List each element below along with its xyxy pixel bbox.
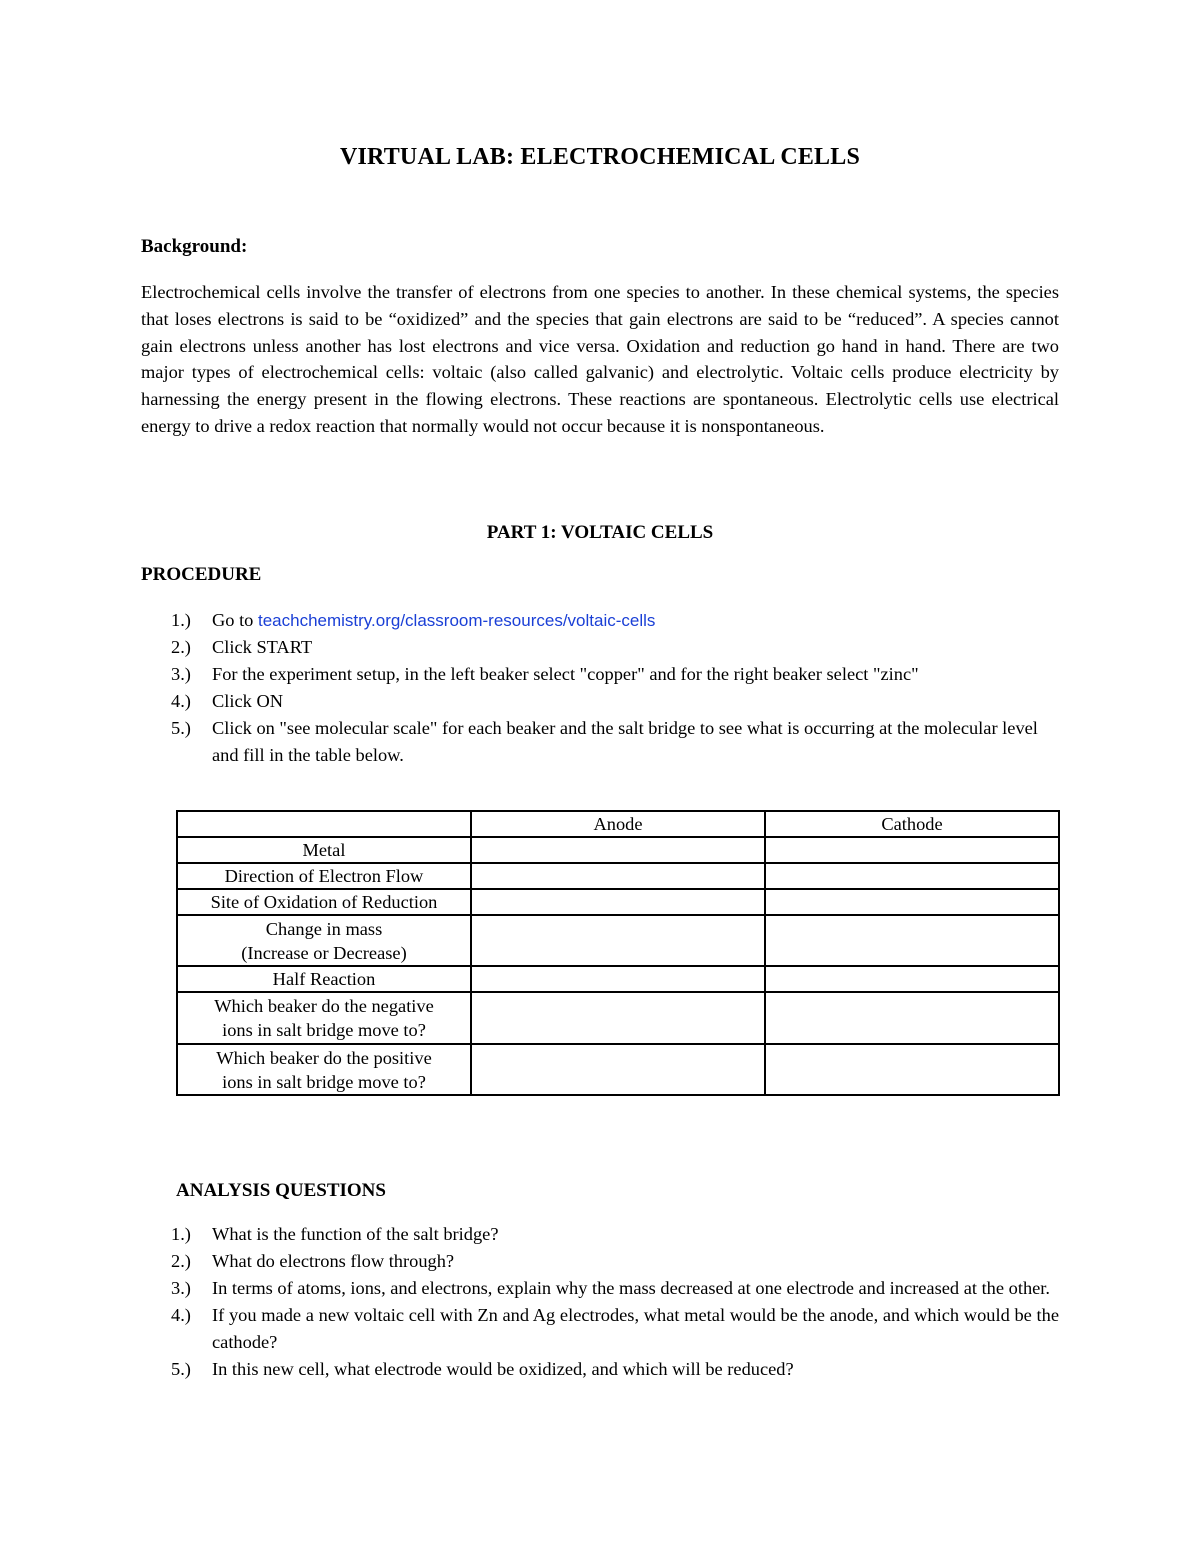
table-header-cell: [177, 811, 471, 837]
background-paragraph: Electrochemical cells involve the transfer of electrons from one species to another. In these chemical systems, the species that loses electrons is said to be “oxidized” and the species that gain electrons are said to be “reduced”. A species cannot gain electrons unless another has lost electrons and vice versa. Oxidation and reduction go hand in hand. There are two major types of electrochemical cells: voltaic (also called galvanic) and electrolytic. Voltaic cells produce electricity by harnessing the energy present in the flowing electrons. These reactions are spontaneous. Electrolytic cells use electrical energy to drive a redox reaction that normally would not occur because it is nonspontaneous.: [141, 282, 1059, 436]
background-heading: Background:: [141, 236, 248, 257]
analysis-question: [141, 1302, 1059, 1356]
question-text: In this new cell, what electrode would be oxidized, and which will be reduced?: [212, 1359, 794, 1379]
table-row: [177, 992, 1059, 1044]
row-label: [177, 915, 471, 966]
anode-cell[interactable]: [471, 863, 765, 889]
procedure-step: [141, 607, 1059, 634]
row-label: Metal: [177, 837, 471, 863]
step-number: 4.): [171, 691, 191, 711]
question-number: 2.): [171, 1251, 191, 1271]
procedure-list: [141, 607, 1059, 769]
analysis-question: [141, 1275, 1059, 1302]
procedure-step: [141, 634, 1059, 661]
anode-cell[interactable]: [471, 992, 765, 1044]
table-row: [177, 837, 1059, 863]
table-header-cathode: Cathode: [765, 811, 1059, 837]
step-text: Click START: [212, 637, 313, 657]
part1-heading: PART 1: VOLTAIC CELLS: [486, 522, 714, 543]
step-text: Go to: [212, 610, 258, 630]
question-number: 5.): [171, 1359, 191, 1379]
cathode-cell[interactable]: [765, 837, 1059, 863]
procedure-step: [141, 715, 1059, 769]
question-text: What is the function of the salt bridge?: [212, 1224, 499, 1244]
question-number: 1.): [171, 1224, 191, 1244]
analysis-heading: ANALYSIS QUESTIONS: [176, 1180, 386, 1201]
procedure-heading: PROCEDURE: [141, 564, 262, 585]
row-label: [177, 1044, 471, 1095]
row-label-line: Which beaker do the positive: [216, 1047, 432, 1068]
row-label-line: ions in salt bridge move to?: [222, 1020, 426, 1040]
row-label: Site of Oxidation of Reduction: [177, 889, 471, 915]
analysis-question: [141, 1356, 1059, 1383]
question-text: In terms of atoms, ions, and electrons, explain why the mass decreased at one electrode and increased at the other.: [212, 1278, 1051, 1298]
anode-cell[interactable]: [471, 915, 765, 966]
row-label-line: ions in salt bridge move to?: [222, 1071, 426, 1092]
cathode-cell[interactable]: [765, 915, 1059, 966]
question-text: What do electrons flow through?: [212, 1251, 455, 1271]
step-text: Click on "see molecular scale" for each beaker and the salt bridge to see what is occurring at the molecular level and fill in the table below.: [212, 718, 1038, 765]
table-row: [177, 1044, 1059, 1095]
results-table: [176, 810, 1060, 1096]
cathode-cell[interactable]: [765, 992, 1059, 1044]
cathode-cell[interactable]: [765, 889, 1059, 915]
step-number: 5.): [171, 718, 191, 738]
row-label-line: (Increase or Decrease): [241, 942, 407, 963]
table-row: [177, 966, 1059, 992]
procedure-step: [141, 688, 1059, 715]
row-label-line: Which beaker do the negative: [214, 996, 434, 1016]
page-title: VIRTUAL LAB: ELECTROCHEMICAL CELLS: [339, 144, 861, 170]
step-text: Click ON: [212, 691, 284, 711]
table-header-row: [177, 811, 1059, 837]
table-row: [177, 863, 1059, 889]
row-label: [177, 992, 471, 1044]
question-number: 3.): [171, 1278, 191, 1298]
procedure-step: [141, 661, 1059, 688]
analysis-question: [141, 1221, 1059, 1248]
question-text: If you made a new voltaic cell with Zn and Ag electrodes, what metal would be the anode, and which would be the cathode?: [212, 1305, 1059, 1352]
analysis-question-list: [141, 1221, 1059, 1383]
question-number: 4.): [171, 1305, 191, 1325]
cathode-cell[interactable]: [765, 863, 1059, 889]
step-number: 3.): [171, 664, 191, 684]
anode-cell[interactable]: [471, 966, 765, 992]
analysis-question: [141, 1248, 1059, 1275]
anode-cell[interactable]: [471, 889, 765, 915]
anode-cell[interactable]: [471, 837, 765, 863]
row-label: Half Reaction: [177, 966, 471, 992]
table-header-anode: Anode: [471, 811, 765, 837]
step-number: 1.): [171, 610, 191, 630]
table-row: [177, 889, 1059, 915]
cathode-cell[interactable]: [765, 1044, 1059, 1095]
step-number: 2.): [171, 637, 191, 657]
cathode-cell[interactable]: [765, 966, 1059, 992]
voltaic-cells-link[interactable]: teachchemistry.org/classroom-resources/voltaic-cells: [257, 611, 656, 630]
row-label-line: Change in mass: [265, 918, 383, 939]
step-text: For the experiment setup, in the left beaker select "copper" and for the right beaker select "zinc": [212, 664, 919, 684]
anode-cell[interactable]: [471, 1044, 765, 1095]
table-row: [177, 915, 1059, 966]
row-label: Direction of Electron Flow: [177, 863, 471, 889]
